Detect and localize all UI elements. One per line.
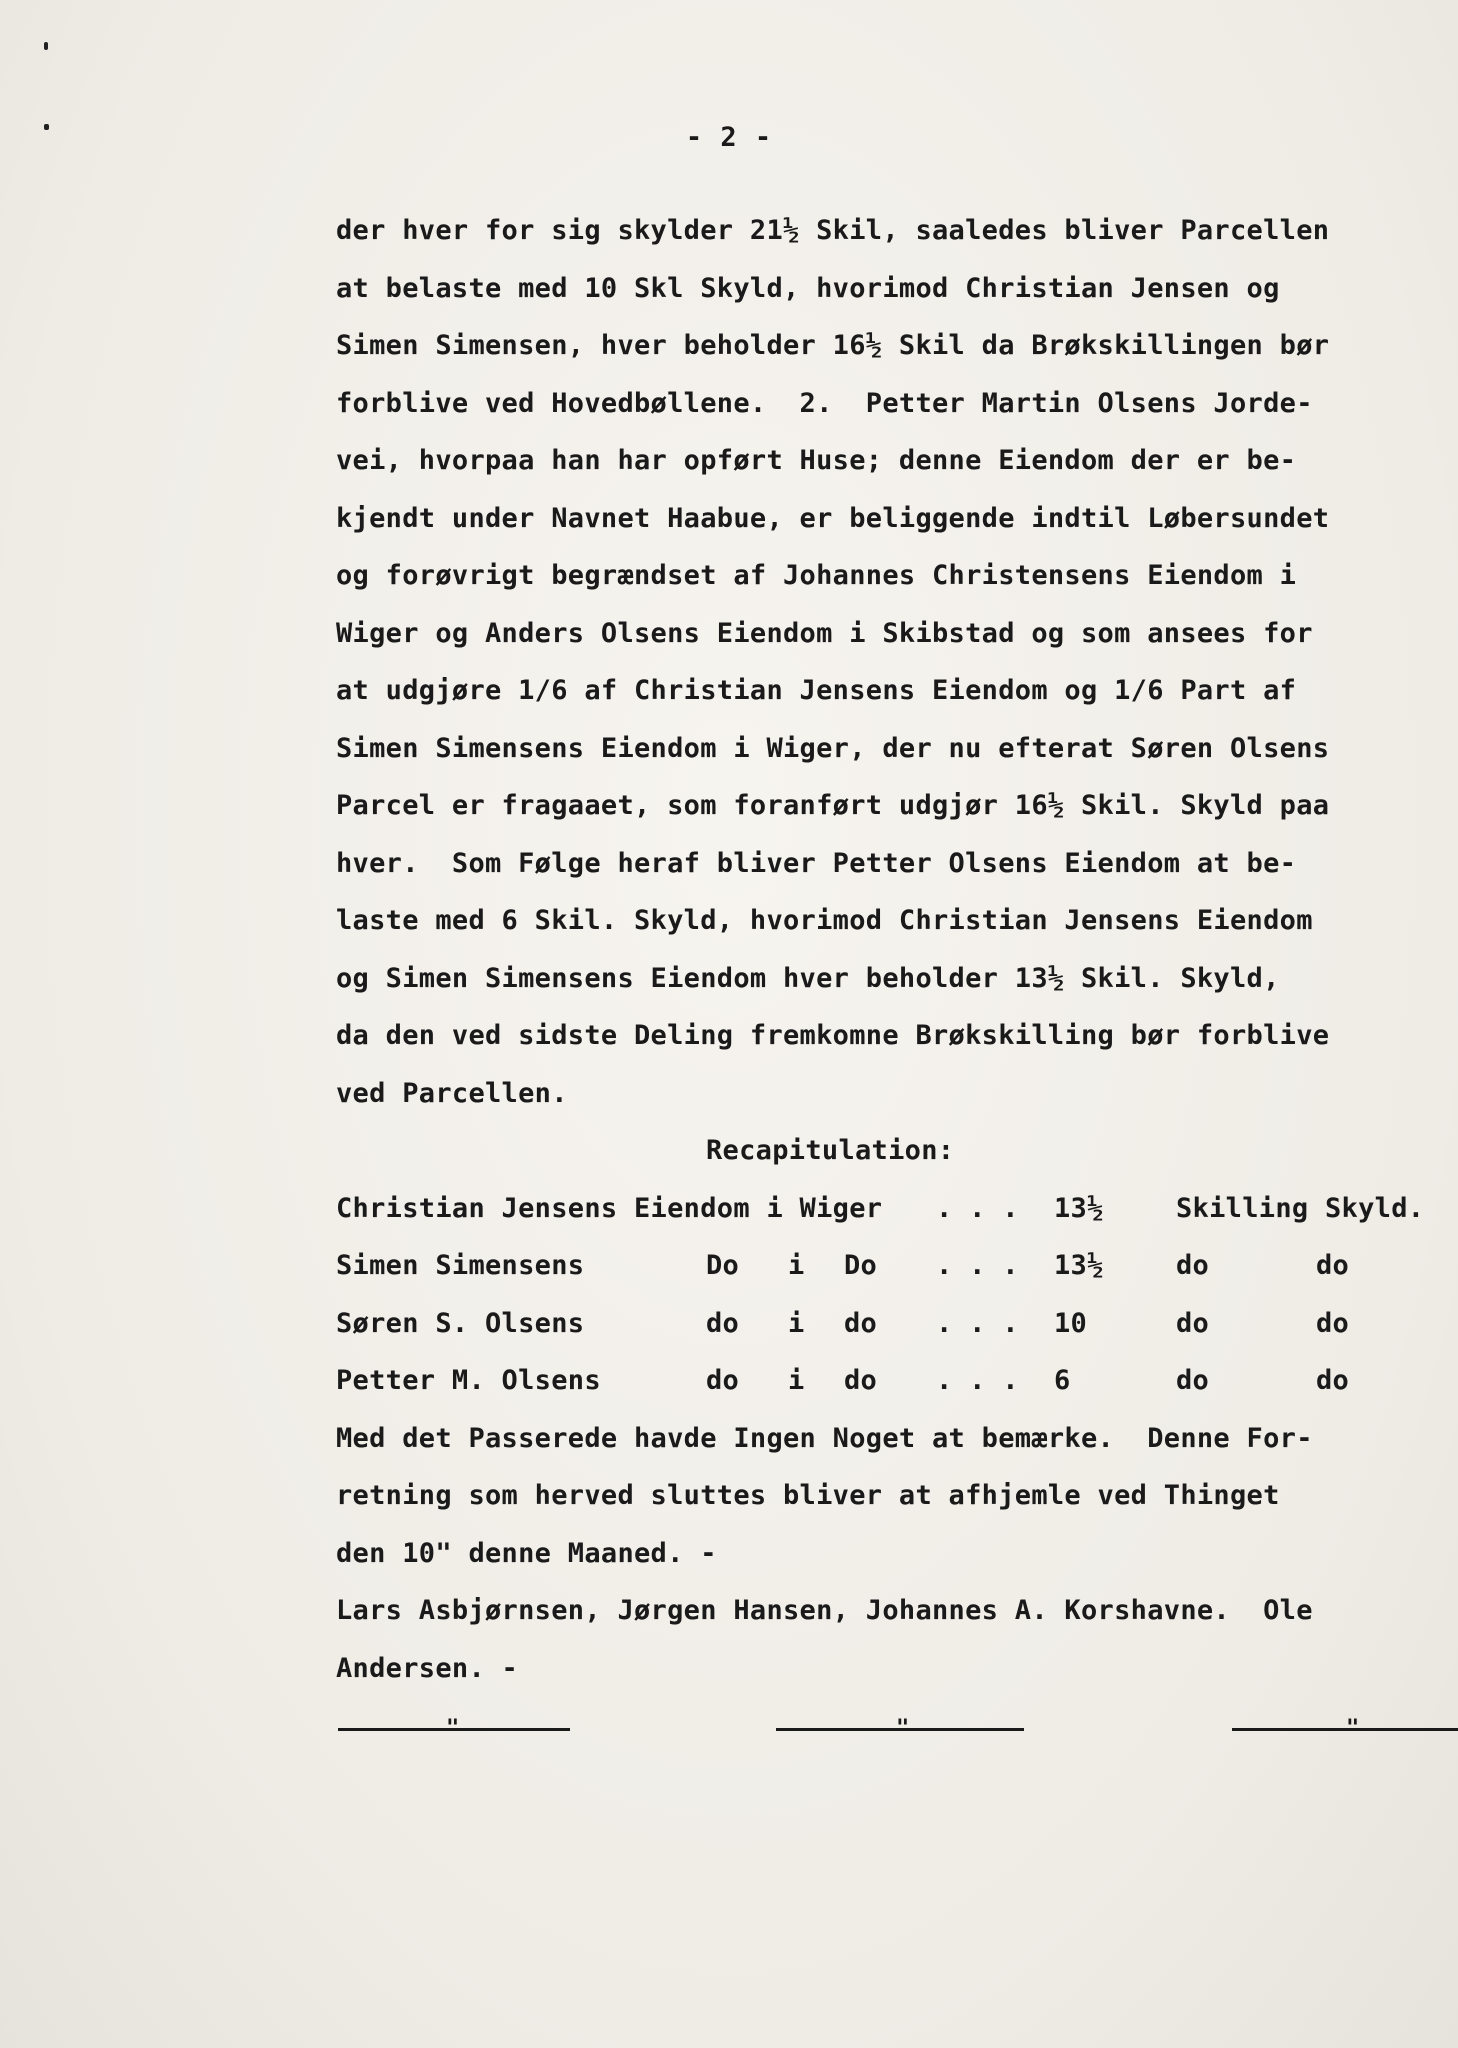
recap-row (336, 1237, 1388, 1295)
text-line: hver. Som Følge heraf bliver Petter Olsens Eiendom at be- (336, 847, 1297, 879)
text-line: og Simen Simensens Eiendom hver beholder 13½ Skil. Skyld, (336, 962, 1280, 994)
recap-ditto: do (706, 1365, 740, 1396)
text-line: der hver for sig skylder 21½ Skil, saaledes bliver Parcellen (336, 215, 1330, 246)
recap-amount: 6 (1054, 1365, 1071, 1396)
recap-row (336, 1295, 1388, 1353)
recap-row (336, 1180, 1425, 1238)
text-line: den 10" denne Maaned. - (336, 1537, 717, 1569)
recap-dots: . . . (936, 1365, 1019, 1396)
recap-name: Søren S. Olsens (336, 1307, 585, 1339)
page-number: - 2 - (685, 122, 773, 153)
margin-tick-mark (44, 42, 48, 50)
recap-amount: 13½ (1054, 1250, 1104, 1281)
recap-ditto: do (844, 1307, 878, 1339)
recap-amount: 10 (1054, 1307, 1088, 1339)
recap-dots: . . . (936, 1192, 1019, 1224)
main-paragraph (336, 202, 1388, 1122)
text-line: vei, hvorpaa han har opført Huse; denne Eiendom der er be- (336, 445, 1297, 476)
text-line: da den ved sidste Deling fremkomne Brøkskilling bør forblive (336, 1020, 1330, 1051)
text-line: kjendt under Navnet Haabue, er beliggende indtil Løbersundet (336, 502, 1330, 534)
divider-rule (1232, 1728, 1458, 1731)
divider-mark: " (1346, 1716, 1360, 1741)
recap-preposition: i (788, 1307, 805, 1339)
recap-unit: Skilling Skyld. (1176, 1192, 1425, 1224)
recap-name: Simen Simensens (336, 1250, 585, 1281)
recap-preposition: i (788, 1365, 805, 1396)
text-line: ved Parcellen. (336, 1077, 568, 1109)
divider-mark: " (446, 1716, 460, 1741)
text-line: forblive ved Hovedbøllene. 2. Petter Martin Olsens Jorde- (336, 387, 1313, 419)
text-line: Simen Simensens Eiendom i Wiger, der nu efterat Søren Olsens (336, 732, 1330, 764)
text-line: Wiger og Anders Olsens Eiendom i Skibstad og som ansees for (336, 617, 1313, 649)
recap-ditto: do (1176, 1307, 1210, 1339)
recap-ditto: do (1176, 1250, 1210, 1281)
recap-ditto: do (1316, 1307, 1350, 1339)
recap-name: Christian Jensens Eiendom i Wiger (336, 1192, 883, 1224)
text-line: retning som herved sluttes bliver at afhjemle ved Thinget (336, 1480, 1280, 1511)
recap-table (336, 1180, 1425, 1410)
text-line: Med det Passerede havde Ingen Noget at bemærke. Denne For- (336, 1422, 1313, 1454)
recap-dots: . . . (936, 1250, 1019, 1281)
recap-name: Petter M. Olsens (336, 1365, 601, 1396)
recap-ditto: do (706, 1307, 740, 1339)
text-line: Simen Simensen, hver beholder 16½ Skil da Brøkskillingen bør (336, 330, 1330, 361)
recap-row (336, 1352, 1388, 1410)
text-line: at belaste med 10 Skl Skyld, hvorimod Christian Jensen og (336, 272, 1280, 304)
recap-ditto: do (1316, 1365, 1350, 1396)
recap-preposition: i (788, 1250, 805, 1281)
recap-amount: 13½ (1054, 1192, 1104, 1224)
text-line: at udgjøre 1/6 af Christian Jensens Eiendom og 1/6 Part af (336, 675, 1297, 706)
text-line: Parcel er fragaaet, som foranført udgjør 16½ Skil. Skyld paa (336, 790, 1330, 821)
recap-ditto: Do (844, 1250, 878, 1281)
document-body (336, 202, 1425, 1697)
recap-ditto: do (1316, 1250, 1350, 1281)
recap-ditto: do (1176, 1365, 1210, 1396)
text-line: og forøvrigt begrændset af Johannes Christensens Eiendom i (336, 560, 1297, 591)
recap-ditto: do (844, 1365, 878, 1396)
recap-heading: Recapitulation: (706, 1135, 955, 1166)
recap-dots: . . . (936, 1307, 1019, 1339)
closing-paragraph (336, 1410, 1388, 1698)
signatures-line: Lars Asbjørnsen, Jørgen Hansen, Johannes A. Korshavne. Ole (336, 1595, 1313, 1626)
recap-ditto: Do (706, 1250, 740, 1281)
signatures-line: Andersen. - (336, 1652, 519, 1684)
text-line: laste med 6 Skil. Skyld, hvorimod Christian Jensens Eiendom (336, 905, 1313, 936)
divider-mark: " (896, 1716, 910, 1741)
